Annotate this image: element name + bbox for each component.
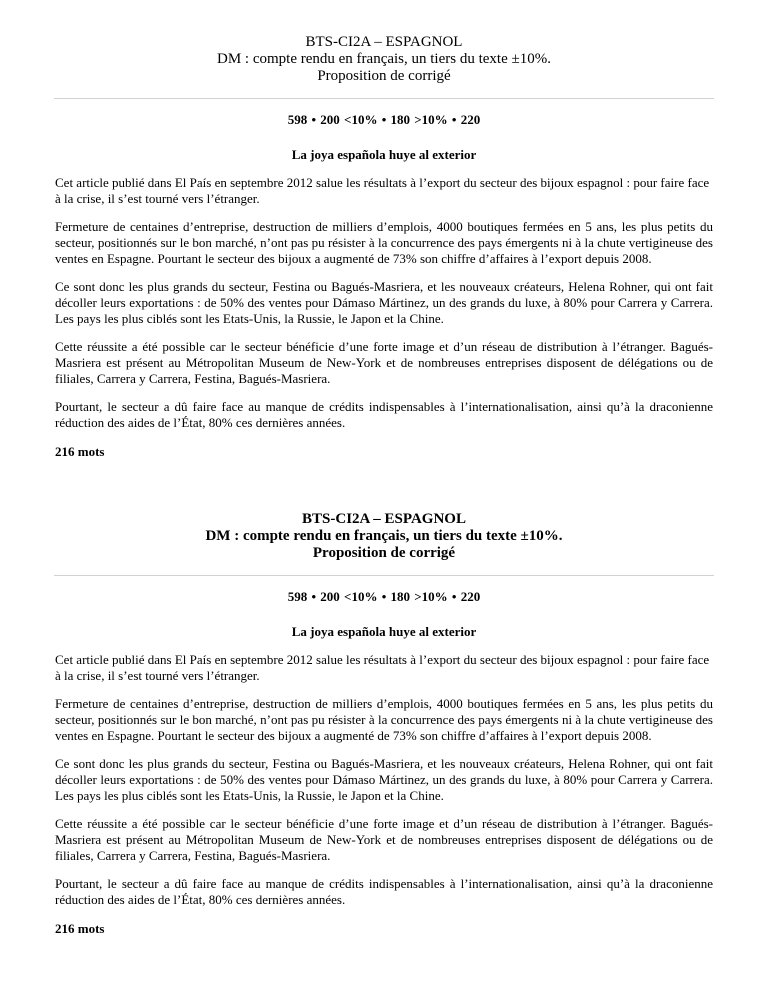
document-subtitle: Proposition de corrigé xyxy=(317,68,451,84)
document-header xyxy=(0,34,768,85)
summary-paragraph: Fermeture de centaines d’entreprise, destruction de milliers d’emplois, 4000 boutiques fermées en 5 ans, les plus petits du secteur, positionnés sur le bon marché, n’ont pas pu résister à la concurrence des pays émergents ni à la chute vertigineuse des ventes en Espagne. Pourtant le secteur des bijoux a augmenté de 73% son chiffre d’affaires à l’export depuis 2008. xyxy=(55,696,713,743)
summary-paragraph: Ce sont donc les plus grands du secteur, Festina ou Bagués-Masriera, et les nouveaux créateurs, Helena Rohner, qui ont fait décoller leurs exportations : de 50% des ventes pour Dámaso Mártinez, un des grands du luxe, à 80% pour Carrera y Carrera. Les pays les plus ciblés sont les Etats-Unis, la Russie, le Japon et la Chine. xyxy=(55,279,713,326)
corrige-section-1 xyxy=(0,34,768,459)
summary-paragraph: Pourtant, le secteur a dû faire face au manque de crédits indispensables à l’internationalisation, ainsi qu’à la draconienne réduction des aides de l’État, 80% ces dernières années. xyxy=(55,399,713,430)
summary-paragraph: Pourtant, le secteur a dû faire face au manque de crédits indispensables à l’internationalisation, ainsi qu’à la draconienne réduction des aides de l’État, 80% ces dernières années. xyxy=(55,876,713,907)
summary-paragraph: Cet article publié dans El País en septembre 2012 salue les résultats à l’export du secteur des bijoux espagnol : pour faire face à la crise, il s’est tourné vers l’étranger. xyxy=(55,175,710,206)
assignment-title: DM : compte rendu en français, un tiers du texte ±10%. xyxy=(205,528,563,544)
course-title: BTS-CI2A – ESPAGNOL xyxy=(305,34,463,50)
summary-body xyxy=(55,652,713,936)
document-subtitle: Proposition de corrigé xyxy=(312,545,456,561)
summary-paragraph: Cet article publié dans El País en septembre 2012 salue les résultats à l’export du secteur des bijoux espagnol : pour faire face à la crise, il s’est tourné vers l’étranger. xyxy=(55,652,710,683)
article-title: La joya española huye al exterior xyxy=(291,147,477,162)
word-count-total: 216 mots xyxy=(55,921,105,936)
corrige-section-2 xyxy=(0,511,768,936)
assignment-title: DM : compte rendu en français, un tiers du texte ±10%. xyxy=(217,51,551,67)
word-count-targets: 598 • 200 <10% • 180 >10% • 220 xyxy=(287,112,481,127)
header-divider xyxy=(54,98,714,99)
article-title: La joya española huye al exterior xyxy=(291,624,477,639)
course-title: BTS-CI2A – ESPAGNOL xyxy=(302,511,466,527)
document-header xyxy=(0,511,768,562)
summary-paragraph: Ce sont donc les plus grands du secteur, Festina ou Bagués-Masriera, et les nouveaux créateurs, Helena Rohner, qui ont fait décoller leurs exportations : de 50% des ventes pour Dámaso Mártinez, un des grands du luxe, à 80% pour Carrera y Carrera. Les pays les plus ciblés sont les Etats-Unis, la Russie, le Japon et la Chine. xyxy=(55,756,713,803)
summary-paragraph: Cette réussite a été possible car le secteur bénéficie d’une forte image et d’un réseau de distribution à l’étranger. Bagués-Masriera est présent au Métropolitan Museum de New-York et de nombreuses entreprises disposent de délégations ou de filiales, Carrera y Carrera, Festina, Bagués-Masriera. xyxy=(55,816,713,863)
summary-body xyxy=(55,175,713,459)
header-divider xyxy=(54,575,714,576)
word-count-targets: 598 • 200 <10% • 180 >10% • 220 xyxy=(287,589,481,604)
summary-paragraph: Fermeture de centaines d’entreprise, destruction de milliers d’emplois, 4000 boutiques fermées en 5 ans, les plus petits du secteur, positionnés sur le bon marché, n’ont pas pu résister à la concurrence des pays émergents ni à la chute vertigineuse des ventes en Espagne. Pourtant le secteur des bijoux a augmenté de 73% son chiffre d’affaires à l’export depuis 2008. xyxy=(55,219,713,266)
word-count-total: 216 mots xyxy=(55,444,105,459)
summary-paragraph: Cette réussite a été possible car le secteur bénéficie d’une forte image et d’un réseau de distribution à l’étranger. Bagués-Masriera est présent au Métropolitan Museum de New-York et de nombreuses entreprises disposent de délégations ou de filiales, Carrera y Carrera, Festina, Bagués-Masriera. xyxy=(55,339,713,386)
